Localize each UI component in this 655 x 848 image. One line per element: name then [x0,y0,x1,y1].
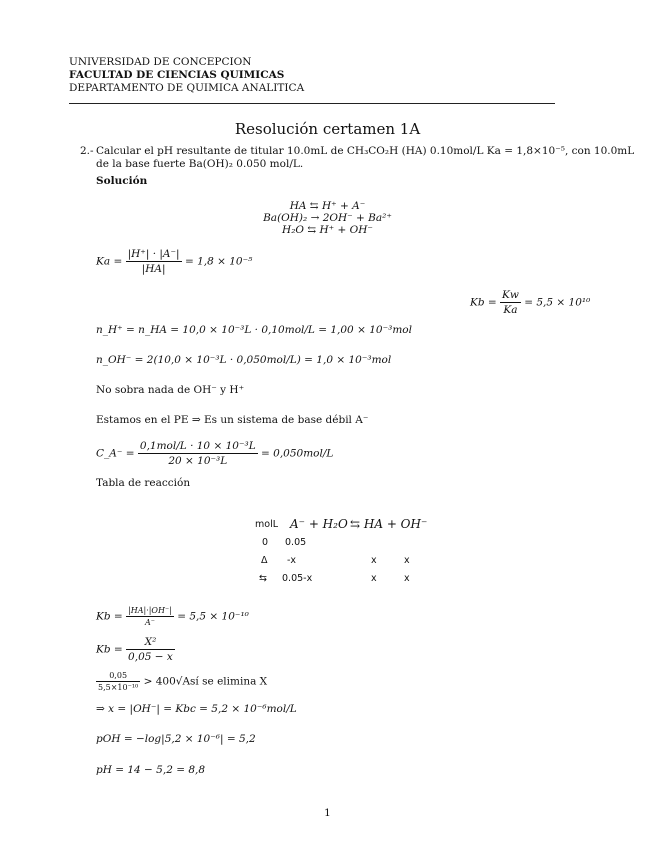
kb2-equation [96,606,249,627]
kb3-lhs: Kb = [96,643,123,656]
page-number: 1 [324,807,331,819]
kb3-numerator: X² [144,636,157,648]
ka-fraction [126,248,182,275]
university-name: UNIVERSIDAD DE CONCEPCION [69,56,252,68]
table-row-1-label: 0 [262,537,269,548]
kb-equation [470,289,590,316]
kb2-rhs: = 5,5 × 10⁻¹⁰ [177,610,249,623]
table-header-molL: molL [255,519,278,530]
pe-text: Estamos en el PE ⇒ Es un sistema de base débil A⁻ [96,414,369,426]
table-row-2-label: Δ [261,555,268,566]
kb3-equation [96,636,175,663]
ca-denominator: 20 × 10⁻³L [138,453,258,467]
kb2-denominator: A⁻ [126,616,174,627]
kb3-fraction [126,636,175,663]
ca-equation [96,440,333,467]
table-row-2-a: -x [287,555,297,566]
poh-equation: pOH = −log|5,2 × 10⁻⁶| = 5,2 [96,733,256,745]
ka-denominator: |HA| [126,261,182,275]
kb-denominator: Ka [500,302,521,316]
reaction-3: H₂O ⇆ H⁺ + OH⁻ [282,224,373,236]
ka-numerator: |H⁺| · |A⁻| [127,248,180,260]
table-row-3-ha: x [371,573,377,584]
department-name: DEPARTAMENTO DE QUIMICA ANALITICA [69,82,305,94]
solution-label: Solución [96,175,148,187]
ph-equation: pH = 14 − 5,2 = 8,8 [96,764,206,776]
table-header-products: ⇆ HA + OH⁻ [350,517,428,531]
header-rule [69,103,555,104]
kb3-denominator: 0,05 − x [128,651,173,663]
problem-line-2: de la base fuerte Ba(OH)₂ 0.050 mol/L. [96,158,304,170]
table-row-3-a: 0.05-x [282,573,313,584]
ka-rhs: = 1,8 × 10⁻⁵ [184,255,253,268]
no-sobra-text: No sobra nada de OH⁻ y H⁺ [96,384,245,396]
moles-ohminus: n_OH⁻ = 2(10,0 × 10⁻³L · 0,050mol/L) = 1,0 × 10⁻³mol [96,354,392,366]
reaction-1: HA ⇆ H⁺ + A⁻ [289,200,366,212]
ca-fraction [138,440,258,467]
table-header-reactants: A⁻ + H₂O [290,517,348,531]
approx-fraction [96,671,140,692]
kb-lhs: Kb = [470,296,497,309]
kb2-numerator: |HA|·|OH⁻| [128,606,172,615]
moles-hplus: n_H⁺ = n_HA = 10,0 × 10⁻³L · 0,10mol/L = 1,00 × 10⁻³mol [96,324,412,336]
document-title: Resolución certamen 1A [234,120,421,138]
ca-lhs: C_A⁻ = [96,447,135,460]
table-row-2-ha: x [371,555,377,566]
kb-fraction [500,289,521,316]
kb-numerator: Kw [502,289,519,301]
table-row-1-a: 0.05 [285,537,307,548]
kb-rhs: = 5,5 × 10¹⁰ [524,296,591,309]
table-row-3-oh: x [404,573,410,584]
kb2-lhs: Kb = [96,610,123,623]
approx-rhs: > 400√Así se elimina X [143,675,268,688]
ka-equation [96,248,252,275]
faculty-name: FACULTAD DE CIENCIAS QUIMICAS [69,69,285,81]
ca-rhs: = 0,050mol/L [261,447,334,460]
tabla-label: Tabla de reacción [96,477,191,489]
table-row-2-oh: x [404,555,410,566]
approx-equation [96,671,267,692]
problem-line-1: Calcular el pH resultante de titular 10.0mL de CH₃CO₂H (HA) 0.10mol/L Ka = 1,8×10⁻⁵, con 10.0mL [96,145,635,157]
reaction-2: Ba(OH)₂ → 2OH⁻ + Ba²⁺ [263,212,392,224]
kb2-fraction [126,606,174,627]
x-equation: ⇒ x = |OH⁻| = Kbc = 5,2 × 10⁻⁶mol/L [96,703,297,715]
ca-numerator: 0,1mol/L · 10 × 10⁻³L [139,440,256,452]
problem-number: 2.- [80,145,94,157]
approx-numerator: 0,05 [109,671,128,680]
table-row-3-label: ⇆ [259,573,267,584]
ka-lhs: Ka = [96,255,123,268]
approx-denominator: 5,5×10⁻¹⁰ [98,683,139,692]
